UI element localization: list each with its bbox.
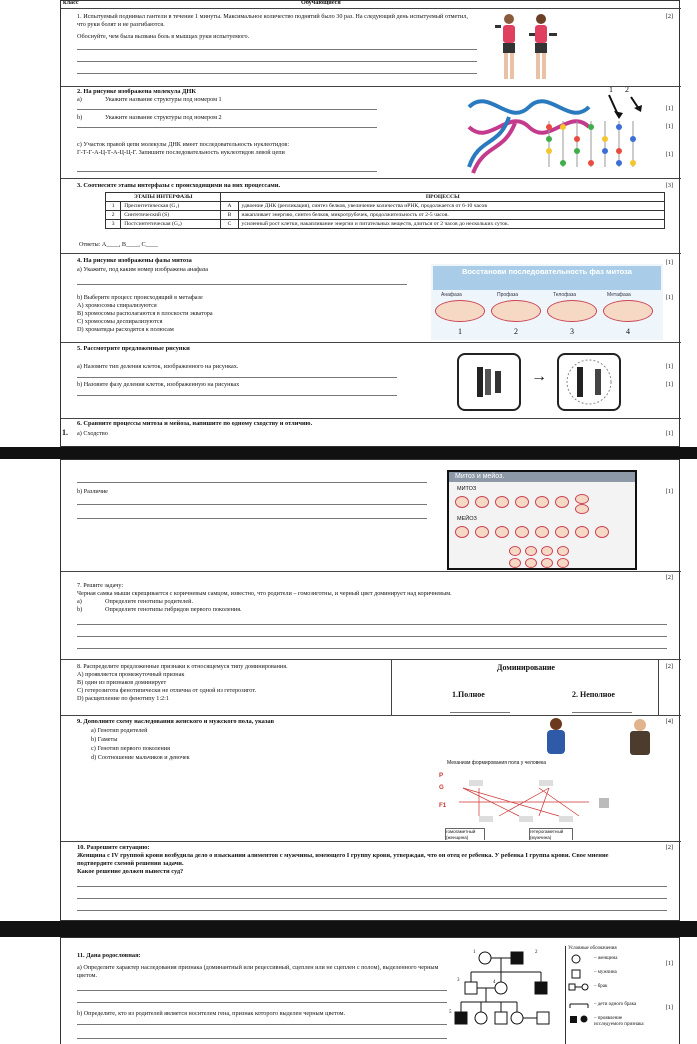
cell <box>555 496 569 508</box>
answer-line[interactable] <box>77 377 397 378</box>
dominance-head: Доминирование <box>497 663 555 672</box>
q4-option-a[interactable]: А) хромосомы спирализуются <box>77 302 157 309</box>
answer-line[interactable] <box>77 990 447 991</box>
answer-line[interactable] <box>77 504 427 505</box>
pedigree-male-affected <box>511 952 523 964</box>
q9-title: 9. Дополните схему наследования женского и мужского пола, указав <box>77 718 275 725</box>
pedigree-female <box>495 982 507 994</box>
pedigree-male <box>495 1012 507 1024</box>
answer-line[interactable] <box>77 1038 447 1039</box>
answer-line[interactable] <box>77 61 477 62</box>
pedigree-male-affected <box>455 1012 467 1024</box>
dna-image <box>459 87 655 179</box>
woman-image <box>541 716 571 756</box>
dna-helix-drawing <box>459 87 655 179</box>
answer-line[interactable] <box>77 284 407 285</box>
dominance-box <box>391 660 659 716</box>
cell <box>595 526 609 538</box>
q3-answers[interactable]: Ответы: А____, В____, С____ <box>79 241 158 248</box>
q2-c-text2: Г-Т-Г-А-Ц-Т-А-Ц-Ц-Г. Запишите последовательность нуклеотидов левой цепи <box>77 149 285 156</box>
pedigree-chart <box>451 948 563 1044</box>
q5-score-b: [1] <box>665 381 673 388</box>
question-6b <box>61 460 681 572</box>
page-3 <box>60 937 680 1044</box>
answer-line[interactable] <box>77 482 427 483</box>
q2-a-label: a) <box>77 96 82 103</box>
answer-line[interactable] <box>77 624 667 625</box>
cell <box>509 546 521 556</box>
pedigree-num-3: 3 <box>457 978 460 983</box>
q6-title: 6. Сравните процессы митоза и мейоза, напишите по одному сходству и отличию. <box>77 420 313 427</box>
meiosis-label: МЕЙОЗ <box>457 516 477 522</box>
q5-score-a: [1] <box>665 363 673 370</box>
scheme-label-g: G <box>439 784 444 791</box>
answer-line[interactable] <box>77 898 667 899</box>
pedigree-num-4: 4 <box>493 980 496 985</box>
phase-label-telophase: Телофаза <box>553 292 577 298</box>
row-process: удвоение ДНК (репликация), синтез белков, увеличение количества иРНК, продолжается от 6-10 часов <box>238 202 664 211</box>
q7-a-label: a) <box>77 598 82 605</box>
q2-b-label: b) <box>77 114 83 121</box>
page-2 <box>60 459 680 921</box>
answer-line[interactable] <box>77 73 477 74</box>
scheme-label-p: P <box>439 772 444 779</box>
q7-b-label: b) <box>77 606 83 613</box>
cell <box>575 494 589 504</box>
q4-a-text: а) Укажите, под каким номер изображена анафаза <box>77 266 209 273</box>
cell <box>535 526 549 538</box>
chromosomes-right <box>559 355 619 409</box>
q4-b-text: b) Выберите процесс происходящий в метафазе <box>77 294 203 301</box>
table-row <box>106 211 665 220</box>
q2-score-a: [1] <box>665 105 673 112</box>
page-gap <box>0 447 697 459</box>
question-5 <box>61 343 681 419</box>
q11-score-b: [1] <box>665 1004 673 1011</box>
table-row <box>106 202 665 211</box>
col-stages: ЭТАПЫ ИНТЕРФАЗЫ <box>106 193 221 202</box>
q7-title: 7. Решите задачу: <box>77 582 124 589</box>
answer-line[interactable] <box>572 712 632 713</box>
cell <box>475 526 489 538</box>
answer-line[interactable] <box>77 648 667 649</box>
question-9 <box>61 716 681 842</box>
dna-label-1: 1 <box>609 87 613 94</box>
q2-score-c: [1] <box>665 151 673 158</box>
q10-question: Какое решение должен вынести суд? <box>77 868 184 875</box>
table-row <box>106 220 665 229</box>
q2-title: 2. На рисунке изображена молекула ДНК <box>77 88 196 95</box>
phase-label-prophase: Профаза <box>497 292 519 298</box>
answer-line[interactable] <box>77 49 477 50</box>
header-row <box>61 1 681 9</box>
question-6 <box>61 419 681 447</box>
answer-line[interactable] <box>77 109 377 110</box>
question-8 <box>61 660 681 716</box>
cell <box>541 558 553 568</box>
answer-line[interactable] <box>77 1024 447 1025</box>
pedigree-female <box>479 952 491 964</box>
cell <box>535 496 549 508</box>
q8-option-d[interactable]: D) расщепление по фенотипу 1:2:1 <box>77 695 169 702</box>
row-process: усиленный рост клетки, накапливание энергии и питательных веществ, длиться от 2 часов до нескольких суток. <box>238 220 664 229</box>
q8-option-b[interactable]: B) один из признаков доминирует <box>77 679 167 686</box>
phase-number-3: 3 <box>570 327 574 336</box>
cell <box>525 558 537 568</box>
question-7 <box>61 572 681 660</box>
q4-option-d[interactable]: D) хроматиды расходятся к полюсам <box>77 326 174 333</box>
legend-female: – женщина <box>594 956 618 961</box>
row-num: 3 <box>106 220 121 229</box>
scheme-title: Механизм формирования пола у человека <box>447 760 547 766</box>
mit-meiosis-title: Митоз и мейоз. <box>449 472 635 482</box>
header-class: класс <box>63 0 79 6</box>
q10-score: [2] <box>665 844 673 851</box>
legend-siblings: – дети одного брака <box>594 1002 637 1007</box>
cell <box>515 526 529 538</box>
pedigree-legend <box>565 946 655 1044</box>
q9-item-b: b) Гаметы <box>91 736 118 743</box>
pedigree-female <box>475 1012 487 1024</box>
pedigree-male <box>537 1012 549 1024</box>
pedigree-male <box>465 982 477 994</box>
q4-option-c[interactable]: С) хромосомы деспирализуются <box>77 318 163 325</box>
q2-b-text: Укажите название структуры под номером 2 <box>105 114 222 121</box>
cell <box>541 546 553 556</box>
q3-score: [3] <box>665 182 673 189</box>
question-2 <box>61 87 681 179</box>
cell <box>555 526 569 538</box>
q4-score-b: [1] <box>665 294 673 301</box>
answer-line[interactable] <box>77 636 667 637</box>
pedigree-male-affected <box>535 982 547 994</box>
cell <box>495 496 509 508</box>
q6b-text: b) Различие <box>77 488 108 495</box>
q2-score-b: [1] <box>665 123 673 130</box>
row-stage: Пресинтетическая (G₁) <box>121 202 221 211</box>
row-stage: Синтетический (S) <box>121 211 221 220</box>
mitosis-image-title: Восстанови последовательность фаз митоза <box>433 266 661 290</box>
scheme-caption-left: гомогаметный (женщина) <box>445 828 485 840</box>
q1-text: 1. Испытуемый поднимал гантели в течение 1 минуты. Максимальное количество поднятий было 30 раз. На следующий день испытуемый отметил, что руки болят и не разгибаются. <box>77 13 468 28</box>
athletes-image <box>491 11 561 85</box>
answer-line[interactable] <box>77 171 377 172</box>
question-10 <box>61 842 681 922</box>
q11-b-text: b) Определите, кто из родителей является носителем гена, признак которого выделен черным цветом. <box>77 1010 346 1017</box>
col-processes: ПРОЦЕССЫ <box>221 193 665 202</box>
cell-1 <box>435 300 485 322</box>
q9-item-c: c) Генотип первого поколения <box>91 745 170 752</box>
row-process: накапливает энергию, синтез белков, микротрубочек, продолжительность от 2-5 часов. <box>238 211 664 220</box>
mitosis-label: МИТОЗ <box>457 486 477 492</box>
pedigree-female <box>511 1012 523 1024</box>
interphase-table <box>105 192 665 229</box>
dominance-full[interactable]: 1.Полное <box>452 690 485 699</box>
q8-option-c[interactable]: C) гетерозигота фенотипически не отлична от одной из гетерозигот. <box>77 687 257 694</box>
q11-a-text: а) Определите характер наследования признака (доминантный или рецессивный, сцеплен или не сцеплен с полом), выделенного черным цветом. <box>77 964 439 979</box>
row-num: 1 <box>106 202 121 211</box>
q10-text: Женщина с IV группой крови возбудила дело о взыскании алиментов с мужчины, имеющего I группу крови, утверждая, что он отец ее ребенка. У ребенка I группа крови. Свое мнение подтвердите схемой решения задачи. <box>77 852 609 867</box>
q8-score: [2] <box>665 663 673 670</box>
table-header-row <box>106 193 665 202</box>
answer-line[interactable] <box>77 518 427 519</box>
row-letter: B <box>221 211 238 220</box>
q5-b-text: b) Назовите фазу деления клеток, изображенную на рисунках <box>77 381 240 388</box>
cell <box>509 558 521 568</box>
q10-title: 10. Разрешите ситуацию: <box>77 844 150 851</box>
q9-item-d: d) Соотношение мальчиков и девочек <box>91 754 190 761</box>
cell <box>525 546 537 556</box>
q6-score: [1] <box>665 430 673 437</box>
q11-score-a: [1] <box>665 960 673 967</box>
cell-drawing-right <box>557 353 621 411</box>
margin-number: 1. <box>62 428 68 437</box>
legend-symbols <box>568 954 592 1036</box>
row-letter: A <box>221 202 238 211</box>
sex-inheritance-scheme <box>439 758 669 840</box>
header-students: Обучающиеся <box>301 0 341 6</box>
q8-text: 8. Распределите предложенные признаки к относящемуся типу доминирования. <box>77 663 288 670</box>
chromosomes-left <box>459 355 519 409</box>
legend-marriage: – брак <box>594 984 608 989</box>
question-1 <box>61 9 681 87</box>
q8-option-a[interactable]: A) проявляется промежуточный признак <box>77 671 185 678</box>
row-num: 2 <box>106 211 121 220</box>
scheme-label-f1: F1 <box>439 802 447 809</box>
pedigree-num-2: 2 <box>535 950 538 955</box>
arrow-icon: → <box>531 368 547 385</box>
question-3 <box>61 179 681 254</box>
answer-line[interactable] <box>77 127 377 128</box>
phase-number-2: 2 <box>514 327 518 336</box>
answer-line[interactable] <box>77 910 667 911</box>
phase-number-4: 4 <box>626 327 630 336</box>
pedigree-num-1: 1 <box>473 950 476 955</box>
q2-c-text: c) Участок правой цепи молекулы ДНК имеет последовательность нуклеотидов: <box>77 141 290 148</box>
man-image <box>627 718 653 756</box>
question-11 <box>61 938 681 1044</box>
q1-text2: Обоснуйте, чем была вызвана боль в мышцах руки испытуемого. <box>77 33 250 40</box>
page-gap <box>0 921 697 937</box>
q4-title: 4. На рисунке изображены фазы митоза <box>77 257 192 264</box>
q9-item-a: a) Генотип родителей <box>91 727 148 734</box>
scheme-caption-right: гетерогаметный (мужчина) <box>529 828 573 840</box>
cell <box>557 558 569 568</box>
cell-drawing-left <box>457 353 521 411</box>
q7-score: [2] <box>665 574 673 581</box>
phase-label-metaphase: Метафаза <box>607 292 631 298</box>
legend-affected: – проявление исследуемого признака <box>594 1016 644 1028</box>
answer-line[interactable] <box>77 395 397 396</box>
q9-score: [4] <box>665 718 673 725</box>
row-letter: C <box>221 220 238 229</box>
cell <box>495 526 509 538</box>
legend-male: – мужчина <box>594 970 617 975</box>
cell-4 <box>603 300 653 322</box>
q1-score: [2] <box>665 13 673 20</box>
q6b-score: [1] <box>665 488 673 495</box>
cell <box>575 526 589 538</box>
answer-line[interactable] <box>450 712 510 713</box>
question-4 <box>61 254 681 343</box>
dominance-partial[interactable]: 2. Неполное <box>572 690 615 699</box>
page-1 <box>60 0 680 447</box>
dna-label-2: 2 <box>625 87 629 94</box>
q11-title: 11. Дана родословная: <box>77 952 141 959</box>
cell <box>455 496 469 508</box>
phase-number-1: 1 <box>458 327 462 336</box>
q6-a-text: a) Сходство <box>77 430 108 437</box>
q3-title: 3. Соотнесите этапы интерфазы с происходящими на них процессами. <box>77 182 281 189</box>
pedigree-num-5: 5 <box>449 1010 452 1015</box>
q7-text: Черная самка мыши скрещивается с коричневым самцом, известно, что родители – гомозиготны, и черный цвет доминирует над коричневым. <box>77 590 452 597</box>
q5-title: 5. Рассмотрите предложенные рисунки <box>77 345 190 352</box>
cell-2 <box>491 300 541 322</box>
answer-line[interactable] <box>77 1002 447 1003</box>
cell <box>475 496 489 508</box>
cell <box>455 526 469 538</box>
q2-a-text: Укажите название структуры под номером 1 <box>105 96 222 103</box>
cell <box>515 496 529 508</box>
legend-title: Условные обозначения <box>568 946 617 951</box>
q7-b-text: Определите генотипы гибридов первого поколения. <box>105 606 242 613</box>
q4-score-a: [1] <box>665 259 673 266</box>
cell <box>557 546 569 556</box>
cell-3 <box>547 300 597 322</box>
row-stage: Постсинтетическая (G₂) <box>121 220 221 229</box>
phase-label-anaphase: Анафаза <box>441 292 462 298</box>
answer-line[interactable] <box>77 886 667 887</box>
q4-option-b[interactable]: B) хромосомы располагаются в плоскости экватора <box>77 310 213 317</box>
mitosis-meiosis-image <box>447 470 637 570</box>
q5-a-text: а) Назовите тип деления клеток, изображенного на рисунках. <box>77 363 239 370</box>
q7-a-text: Определите генотипы родителей. <box>105 598 193 605</box>
cell <box>575 504 589 514</box>
mitosis-phases-image <box>431 264 663 340</box>
